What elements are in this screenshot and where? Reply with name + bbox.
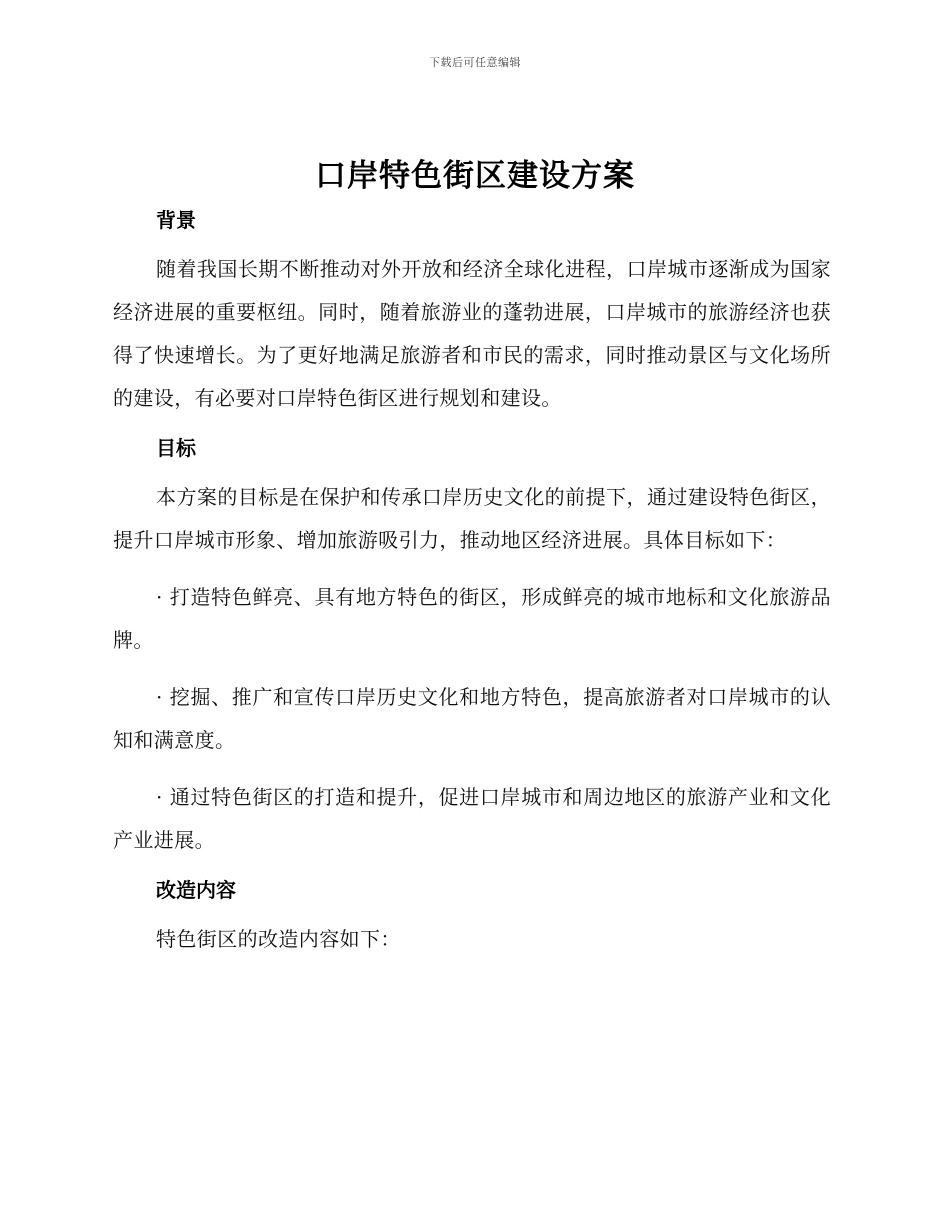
section-heading-goals: 目标 [156,436,196,460]
renovation-intro-paragraph: 特色街区的改造内容如下： [156,927,401,951]
goal-bullet-item: · 挖掘、推广和宣传口岸历史文化和地方特色，提高旅游者对口岸城市的认知和满意度。 [113,685,831,752]
section-heading-background: 背景 [156,208,196,232]
document-title: 口岸特色街区建设方案 [315,158,635,194]
goals-intro-paragraph: 本方案的目标是在保护和传承口岸历史文化的前提下，通过建设特色街区，提升口岸城市形象、增加旅游吸引力，推动地区经济进展。具体目标如下： [113,485,831,552]
background-paragraph: 随着我国长期不断推动对外开放和经济全球化进程，口岸城市逐渐成为国家经济进展的重要枢纽。同时，随着旅游业的蓬勃进展，口岸城市的旅游经济也获得了快速增长。为了更好地满足旅游者和市民的需求，同时推动景区与文化场所的建设，有必要对口岸特色街区进行规划和建设。 [113,257,831,410]
section-heading-renovation: 改造内容 [156,878,236,902]
document-body [113,200,831,961]
goal-bullet-item: · 通过特色街区的打造和提升，促进口岸城市和周边地区的旅游产业和文化产业进展。 [113,785,831,852]
goal-bullet-item: · 打造特色鲜亮、具有地方特色的街区，形成鲜亮的城市地标和文化旅游品牌。 [113,585,831,652]
page-header-note: 下载后可任意编辑 [429,56,521,69]
